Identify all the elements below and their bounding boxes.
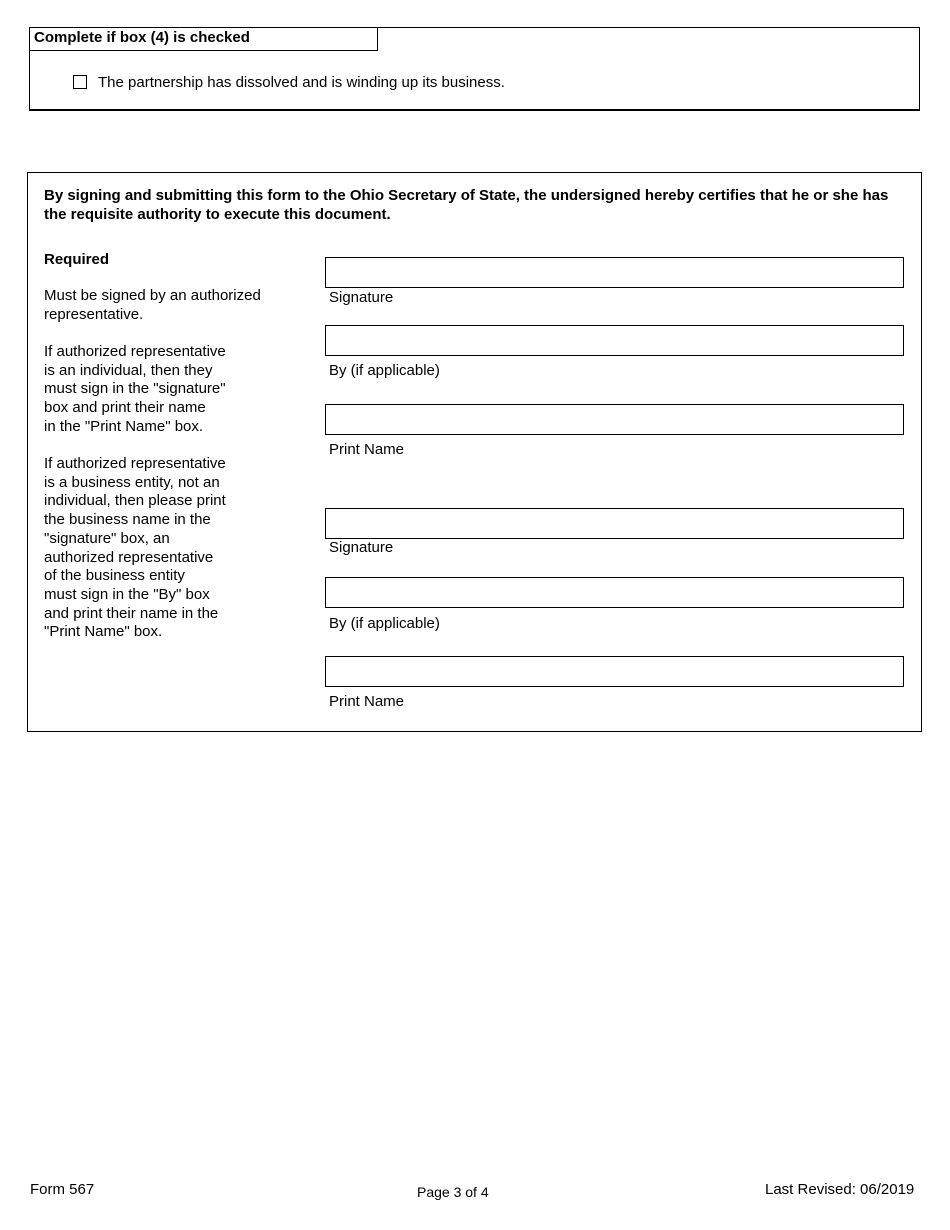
- signature-label-2: Signature: [329, 539, 394, 556]
- signature-field-1[interactable]: [325, 257, 904, 288]
- instruction-text: Must be signed by an authorized representative.: [44, 287, 261, 323]
- page-indicator: Page 3 of 4: [417, 1184, 489, 1200]
- by-field-2[interactable]: [325, 577, 904, 608]
- print-name-input-2[interactable]: [326, 657, 903, 686]
- print-name-input-1[interactable]: [326, 405, 903, 434]
- required-heading: Required: [44, 251, 110, 268]
- signature-field-2[interactable]: [325, 508, 904, 539]
- instruction-text: If authorized representative is an individual, then they must sign in the "signature" box and print their name in the "Print Name" box.: [44, 343, 226, 435]
- signature-input-2[interactable]: [326, 509, 903, 538]
- dissolve-label: The partnership has dissolved and is winding up its business.: [98, 73, 505, 91]
- form-number: Form 567: [30, 1181, 95, 1198]
- print-name-field-1[interactable]: [325, 404, 904, 435]
- box4-header: Complete if box (4) is checked: [29, 27, 378, 51]
- print-name-label-1: Print Name: [329, 441, 405, 458]
- by-label-2: By (if applicable): [329, 615, 440, 632]
- instruction-text: If authorized representative is a business entity, not an individual, then please print the business name in the "signature" box, an authorized representative of the business entity must sign in the "By" box and print their name in the "Print Name" box.: [44, 455, 226, 641]
- by-label-1: By (if applicable): [329, 362, 440, 379]
- signature-label-1: Signature: [329, 289, 394, 306]
- signature-section: [27, 172, 922, 732]
- signature-input-1[interactable]: [326, 258, 903, 287]
- print-name-label-2: Print Name: [329, 693, 405, 710]
- certification-text: By signing and submitting this form to the Ohio Secretary of State, the undersigned hereby certifies that he or she has the requisite authority to execute this document.: [44, 187, 889, 223]
- dissolve-checkbox[interactable]: [73, 75, 87, 89]
- by-field-1[interactable]: [325, 325, 904, 356]
- dissolve-checkbox-row[interactable]: [73, 73, 505, 91]
- by-input-1[interactable]: [326, 326, 903, 355]
- print-name-field-2[interactable]: [325, 656, 904, 687]
- by-input-2[interactable]: [326, 578, 903, 607]
- last-revised: Last Revised: 06/2019: [765, 1181, 915, 1198]
